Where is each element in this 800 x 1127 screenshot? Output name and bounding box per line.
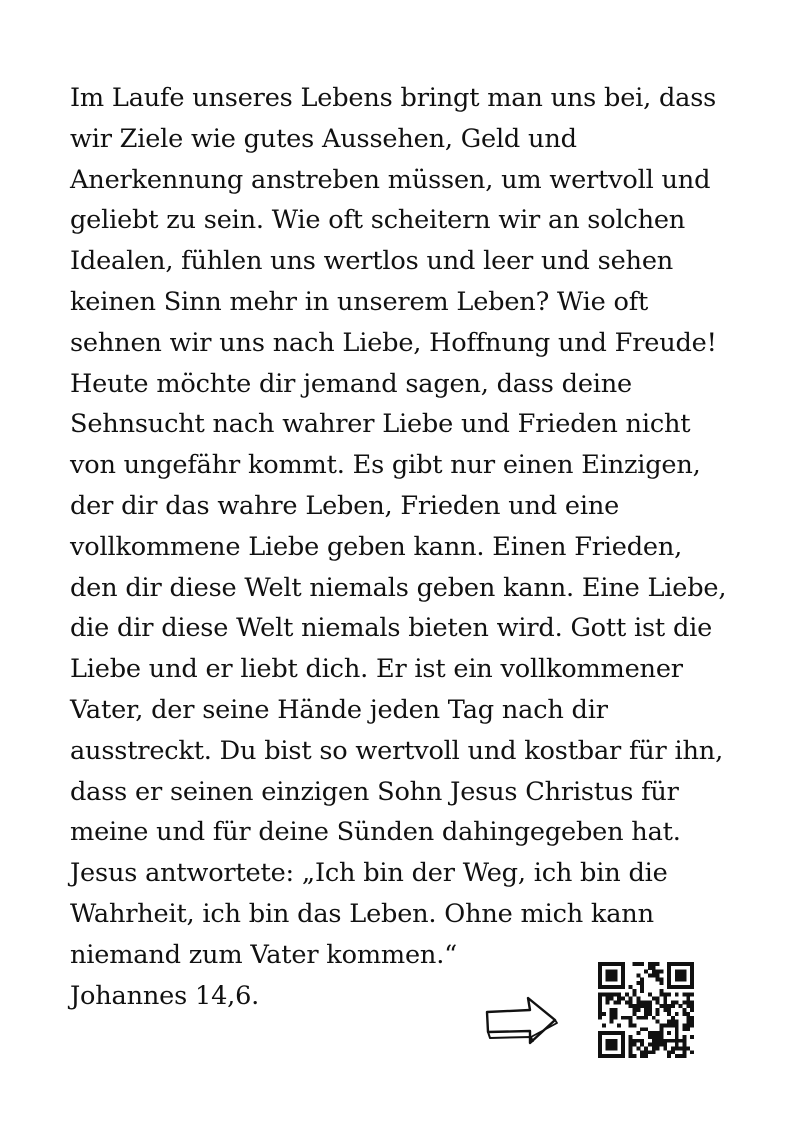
text-line: keinen Sinn mehr in unserem Leben? Wie oft [70, 286, 649, 317]
text-line: Sehnsucht nach wahrer Liebe und Frieden nicht [70, 409, 691, 440]
text-line: Heute möchte dir jemand sagen, dass deine [70, 368, 632, 399]
text-line: den dir diese Welt niemals geben kann. Eine Liebe, [70, 572, 727, 603]
text-line: Liebe und er liebt dich. Er ist ein vollkommener [70, 654, 683, 685]
text-line: der dir das wahre Leben, Frieden und eine [70, 490, 620, 521]
text-line: niemand zum Vater kommen.“ [70, 939, 458, 970]
text-line: geliebt zu sein. Wie oft scheitern wir an solchen [70, 205, 686, 236]
right-arrow-icon [484, 990, 558, 1048]
text-line: vollkommene Liebe geben kann. Einen Frieden, [70, 531, 683, 562]
text-line: Jesus antwortete: „Ich bin der Weg, ich bin die [70, 858, 668, 889]
text-line: ausstreckt. Du bist so wertvoll und kostbar für ihn, [70, 735, 724, 766]
bible-reference: Johannes 14,6. [70, 980, 260, 1011]
text-line: Idealen, fühlen uns wertlos und leer und sehen [70, 246, 674, 277]
text-line: Vater, der seine Hände jeden Tag nach dir [70, 694, 608, 725]
qr-code[interactable] [598, 962, 694, 1058]
text-line: Wahrheit, ich bin das Leben. Ohne mich kann [70, 898, 654, 929]
text-line: wir Ziele wie gutes Aussehen, Geld und [70, 123, 577, 154]
text-line: von ungefähr kommt. Es gibt nur einen Einzigen, [70, 450, 701, 481]
text-line: meine und für deine Sünden dahingegeben hat. [70, 817, 681, 848]
text-line: dass er seinen einzigen Sohn Jesus Christus für [70, 776, 679, 807]
text-line: Anerkennung anstreben müssen, um wertvoll und [70, 164, 711, 195]
text-line: die dir diese Welt niemals bieten wird. Gott ist die [70, 613, 713, 644]
text-line: sehnen wir uns nach Liebe, Hoffnung und Freude! [70, 327, 717, 358]
text-line: Im Laufe unseres Lebens bringt man uns bei, dass [70, 83, 717, 113]
body-text [70, 78, 750, 1016]
